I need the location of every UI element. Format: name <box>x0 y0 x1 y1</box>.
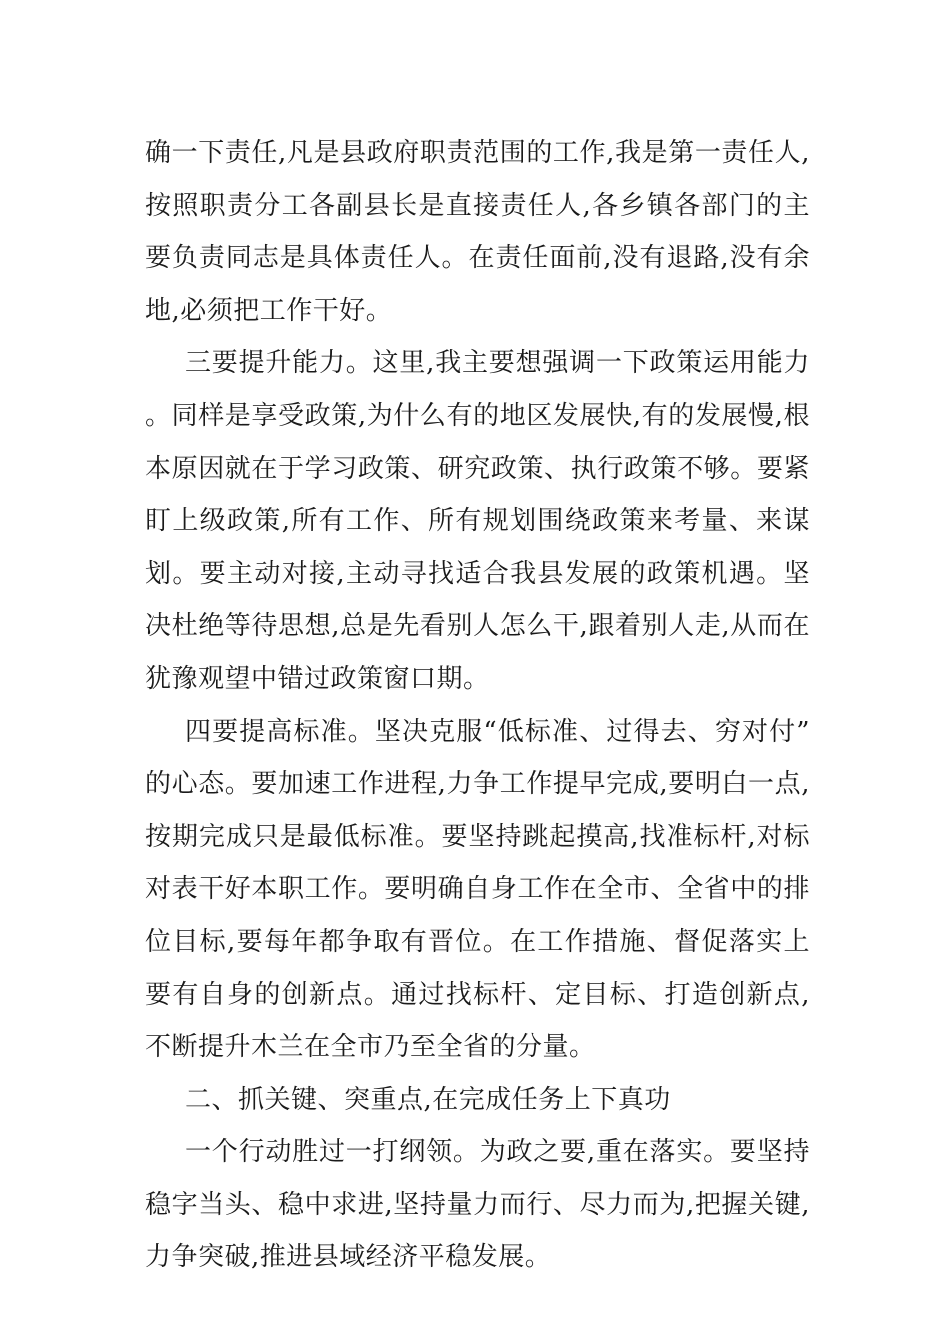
paragraph-improve-ability: 三要提升能力。这里,我主要想强调一下政策运用能力。同样是享受政策,为什么有的地区发展快,有的发展慢,根本原因就在于学习政策、研究政策、执行政策不够。要紧盯上级政策,所有工作、所有规划围绕政策来考量、来谋划。要主动对接,主动寻找适合我县发展的政策机遇。坚决杜绝等待思想,总是先看别人怎么干,跟着别人走,从而在犹豫观望中错过政策窗口期。 <box>145 348 810 694</box>
document-body <box>145 127 810 1284</box>
paragraph-responsibility: 确一下责任,凡是县政府职责范围的工作,我是第一责任人,按照职责分工各副县长是直接责任人,各乡镇各部门的主要负责同志是具体责任人。在责任面前,没有退路,没有余地,必须把工作干好。 <box>145 138 810 326</box>
paragraph-raise-standards: 四要提高标准。坚决克服“低标准、过得去、穷对付”的心态。要加速工作进程,力争工作提早完成,要明白一点,按期完成只是最低标准。要坚持跳起摸高,找准标杆,对标对表干好本职工作。要明确自身工作在全市、全省中的排位目标,要每年都争取有晋位。在工作措施、督促落实上要有自身的创新点。通过找标杆、定目标、打造创新点,不断提升木兰在全市乃至全省的分量。 <box>145 716 810 1063</box>
section-heading-two: 二、抓关键、突重点,在完成任务上下真功 <box>185 1084 671 1115</box>
paragraph-action: 一个行动胜过一打纲领。为政之要,重在落实。要坚持稳字当头、稳中求进,坚持量力而行、尽力而为,把握关键,力争突破,推进县域经济平稳发展。 <box>145 1137 810 1273</box>
